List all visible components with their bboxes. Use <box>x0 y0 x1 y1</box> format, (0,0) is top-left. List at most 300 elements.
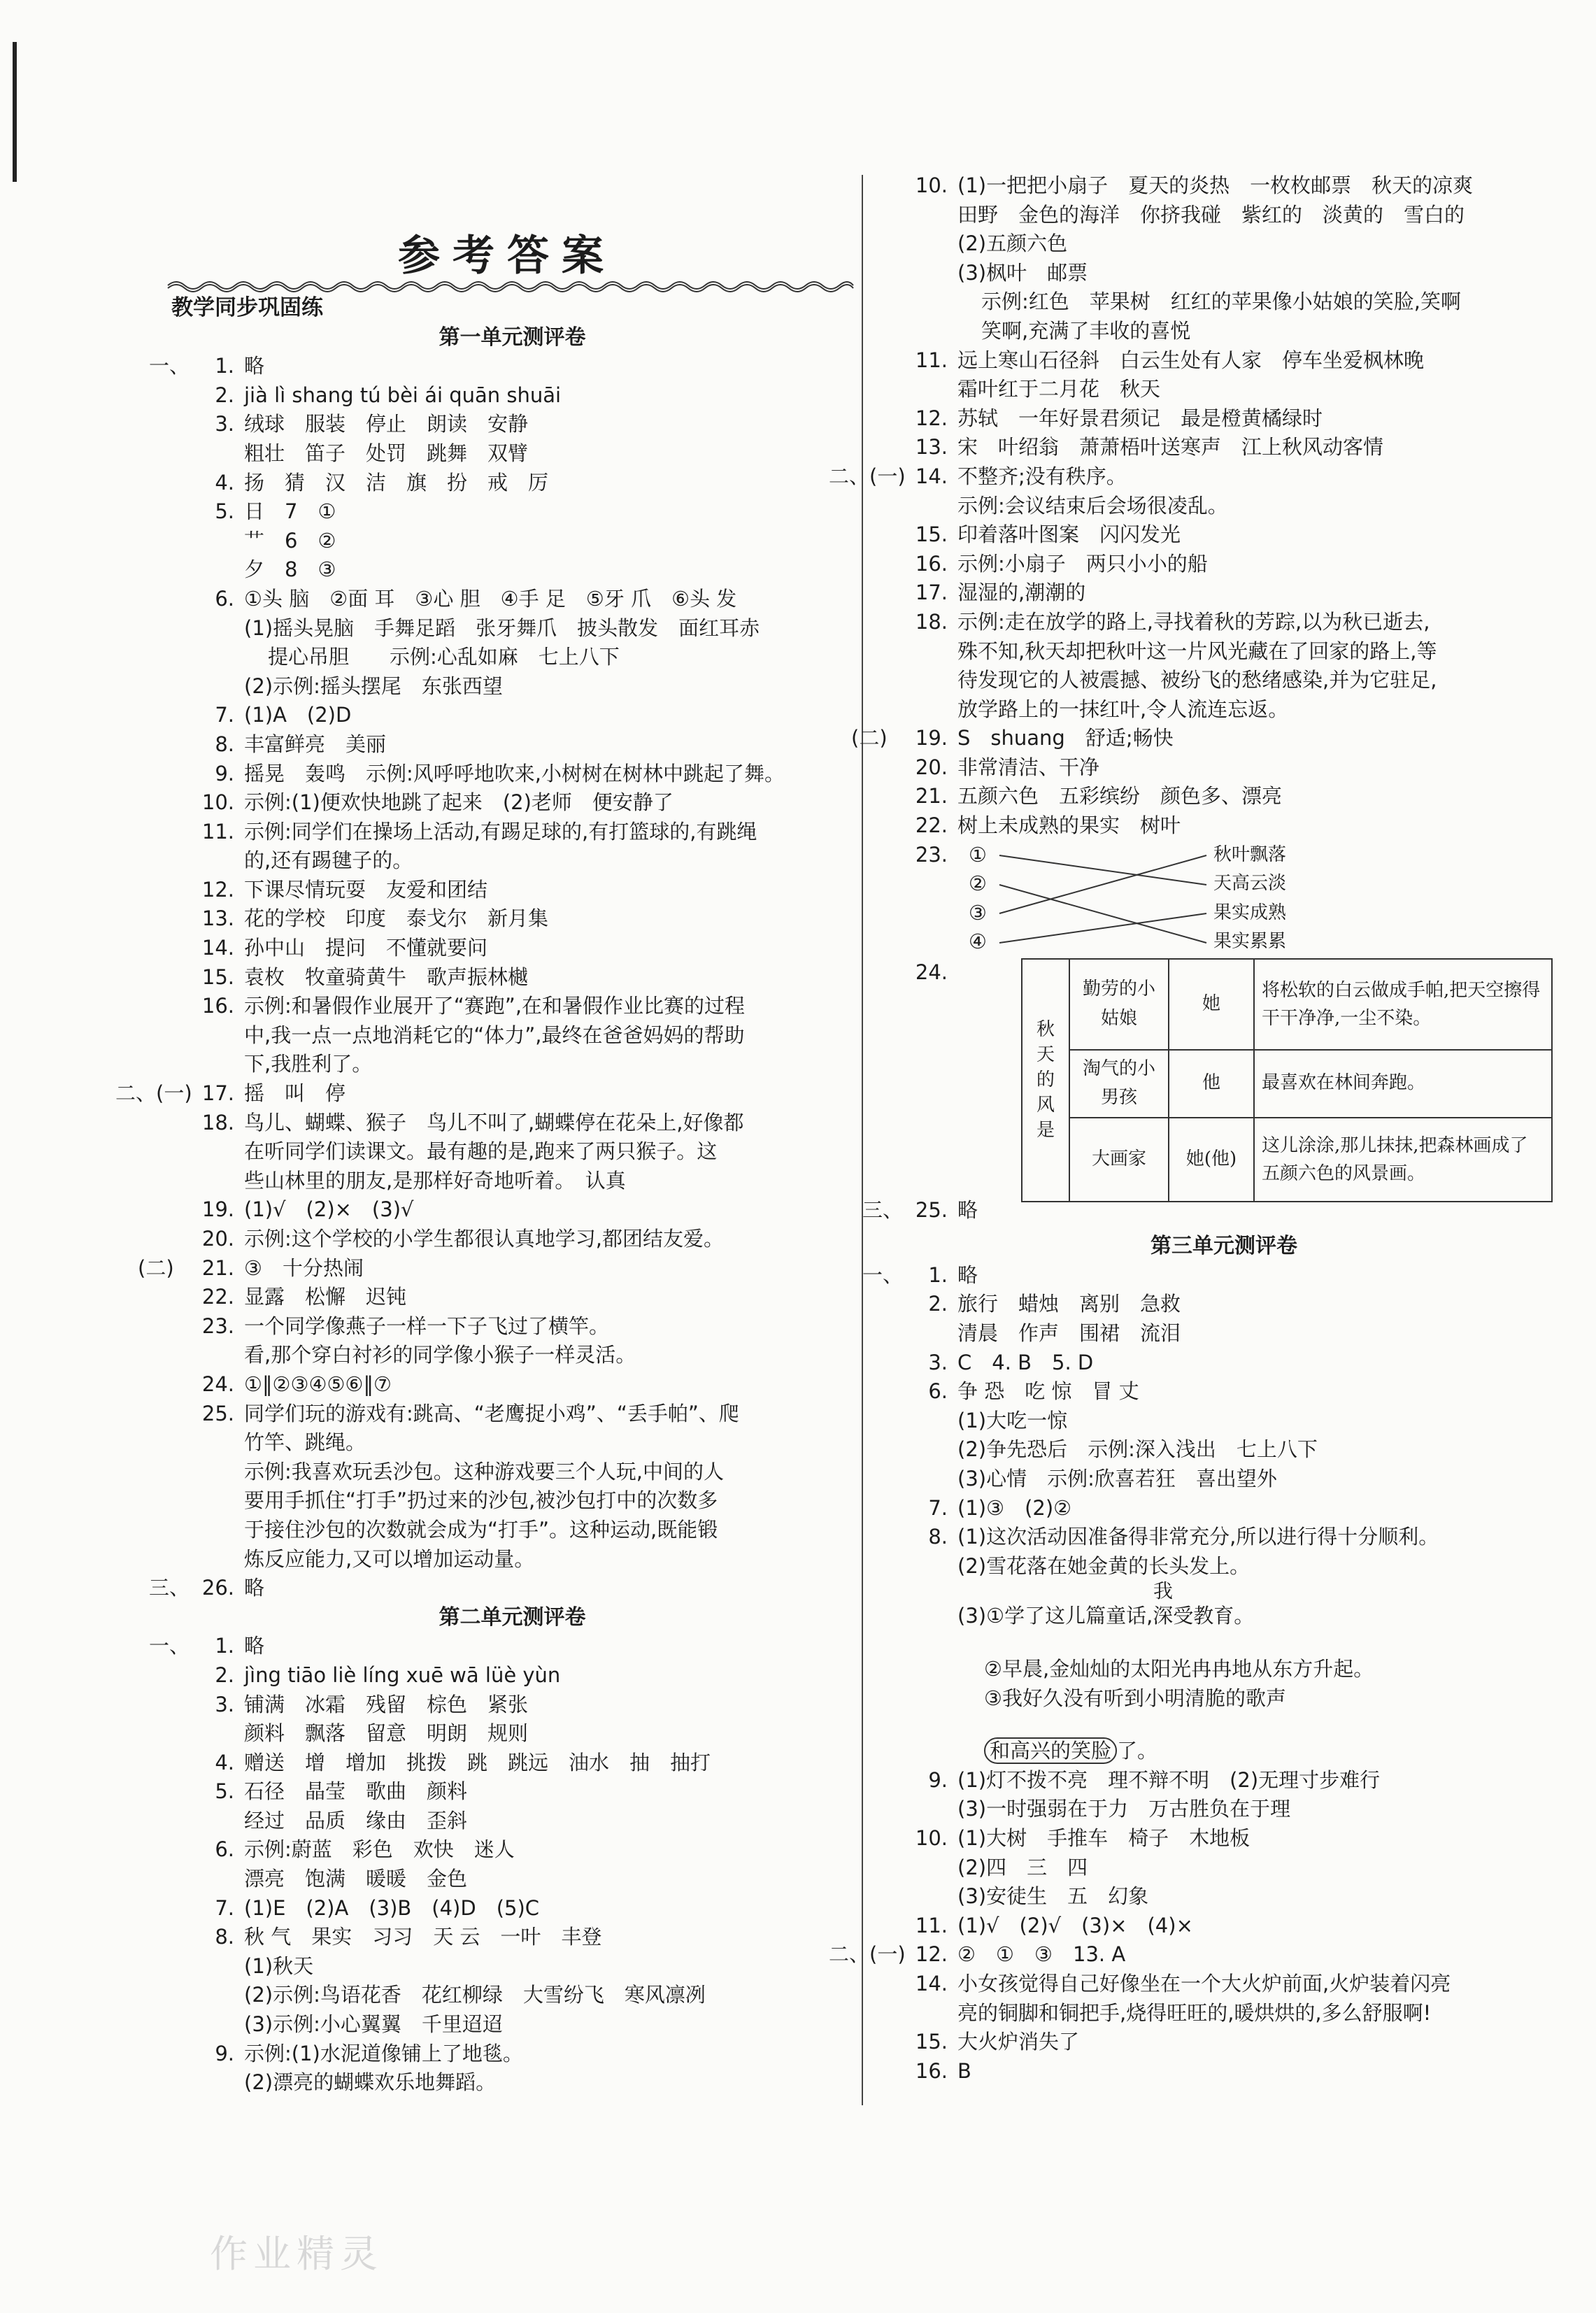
answer-text: 摇晃 轰鸣 示例:风呼呼地吹来,小树树在树林中跳起了舞。 <box>244 761 785 785</box>
match-right-item: 果实累累 <box>1213 931 1287 953</box>
table-row-head: 秋天的风是 <box>1022 959 1069 1202</box>
question-number: 22. <box>201 1285 234 1309</box>
answer-line <box>171 1341 853 1370</box>
unit-title: 第二单元测评卷 <box>439 1604 586 1630</box>
answer-line <box>171 614 853 643</box>
question-number: 10. <box>915 173 948 197</box>
answer-text: (3)安徒生 五 幻象 <box>957 1884 1149 1909</box>
question-number: 6. <box>215 1837 234 1862</box>
question-number: 15. <box>201 965 234 989</box>
answer-line <box>171 1749 853 1778</box>
answer-text: (1)大吃一惊 <box>957 1408 1068 1432</box>
answer-text: 示例:(1)水泥道像铺上了地毯。 <box>244 2041 523 2065</box>
answer-line <box>171 1400 853 1429</box>
answer-line <box>171 1050 853 1079</box>
question-number: 7. <box>215 703 234 727</box>
question-number: 2. <box>928 1292 948 1316</box>
table-cell: 她 <box>1169 959 1254 1050</box>
answer-text: ①‖②③④⑤⑥‖⑦ <box>244 1372 392 1396</box>
question-number: 11. <box>201 819 234 844</box>
match-left-item: ④ <box>969 930 987 954</box>
answer-text: 下,我胜利了。 <box>244 1052 373 1076</box>
question-number: 23. <box>915 842 948 867</box>
section-prefix: 一、 <box>862 1262 904 1287</box>
answer-text: (2)雪花落在她金黄的长头发上。 <box>957 1553 1251 1578</box>
question-number: 14. <box>201 936 234 960</box>
answer-list <box>829 171 1563 841</box>
answer-line <box>885 637 1563 667</box>
question-number: 17. <box>201 1081 234 1106</box>
answer-text: 田野 金色的海洋 你挤我碰 紫红的 淡黄的 雪白的 <box>957 202 1465 227</box>
answer-text: 宋 叶绍翁 萧萧梧叶送寒声 江上秋风动客情 <box>957 435 1384 460</box>
answer-text: 远上寒山石径斜 白云生处有人家 停车坐爱枫林晚 <box>957 348 1425 372</box>
question-number: 8. <box>928 1525 948 1549</box>
answer-line <box>171 672 853 702</box>
answer-text: 石径 晶莹 歌曲 颜料 <box>244 1779 468 1804</box>
answer-text: 示例:走在放学的路上,寻找着秋的芳踪,以为秋已逝去, <box>957 609 1430 634</box>
answer-line <box>885 1377 1563 1407</box>
question-number: 7. <box>928 1495 948 1520</box>
match-left-item: ① <box>969 842 987 867</box>
answer-text: 粗壮 笛子 处罚 跳舞 双臂 <box>244 441 529 465</box>
answer-line <box>885 259 1563 288</box>
answer-line <box>171 1865 853 1894</box>
answer-text: 苏轼 一年好景君须记 最是橙黄橘绿时 <box>957 406 1323 430</box>
answer-text: (3)一时强弱在于力 万古胜负在于理 <box>957 1797 1291 1821</box>
answer-line <box>885 695 1563 725</box>
answer-line: ③我好久没有听到小明清脆的歌声 <box>984 1686 1286 1710</box>
unit-title: 第一单元测评卷 <box>439 325 586 350</box>
section-prefix: 三、 <box>862 1197 904 1222</box>
answer-line <box>885 1999 1563 2028</box>
answer-line <box>862 1261 1563 1290</box>
answer-line <box>885 578 1563 608</box>
question-number: 8. <box>215 732 234 756</box>
title-divider <box>168 278 853 292</box>
answer-line <box>171 1691 853 1720</box>
answer-text: 炼反应能力,又可以增加运动量。 <box>244 1546 535 1571</box>
answer-line <box>885 375 1563 404</box>
answer-text: (2)漂亮的蝴蝶欢乐地舞蹈。 <box>244 2070 497 2095</box>
answer-text: 经过 品质 缘由 歪斜 <box>244 1808 468 1832</box>
answer-text: ③ 十分热闹 <box>244 1255 364 1280</box>
question-number: 6. <box>215 586 234 611</box>
answer-text: 鸟儿、蝴蝶、猴子 鸟儿不叫了,蝴蝶停在花朵上,好像都 <box>244 1110 744 1134</box>
question-number: 15. <box>915 522 948 547</box>
answer-text: 丰富鲜亮 美丽 <box>244 732 387 756</box>
answer-text: 扬 猜 汉 洁 旗 扮 戒 厉 <box>244 470 549 494</box>
answer-text: (1)E (2)A (3)B (4)D (5)C <box>244 1895 540 1920</box>
answer-line <box>885 782 1563 811</box>
answer-list <box>829 1766 1563 2086</box>
answer-line <box>149 352 853 381</box>
answer-text: 同学们玩的游戏有:跳高、“老鹰捉小鸡”、“丢手帕”、爬 <box>244 1401 739 1425</box>
answer-line <box>885 1407 1563 1436</box>
table-cell: 最喜欢在林间奔跑。 <box>1254 1050 1552 1118</box>
answer-line <box>171 1225 853 1254</box>
question-number: 26. <box>201 1576 234 1600</box>
question-number: 14. <box>915 1971 948 1995</box>
answer-line <box>171 527 853 556</box>
question-number: 11. <box>915 348 948 372</box>
answer-line <box>171 788 853 818</box>
question-number: 11. <box>915 1913 948 1937</box>
circled-phrase: 和高兴的笑脸 <box>984 1737 1117 1764</box>
question-number: 21. <box>201 1255 234 1280</box>
answer-line <box>171 643 853 672</box>
answer-text: 在听同学们读课文。最有趣的是,跑来了两只猴子。这 <box>244 1139 718 1164</box>
answer-line <box>885 1319 1563 1348</box>
answer-line <box>171 1486 853 1516</box>
answer-line <box>171 934 853 963</box>
question-number: 15. <box>915 2030 948 2054</box>
question-number: 1. <box>215 354 234 378</box>
answer-text: 略 <box>957 1197 978 1222</box>
section-heading: 教学同步巩固练 <box>171 295 323 320</box>
answer-line <box>171 1835 853 1865</box>
answer-text: (1)这次活动因准备得非常充分,所以进行得十分顺利。 <box>957 1525 1439 1549</box>
page-title: 参考答案 <box>398 232 616 280</box>
answer-line <box>171 439 853 469</box>
question-number: 2. <box>215 383 234 407</box>
answer-text: 略 <box>244 1576 265 1600</box>
answer-line <box>171 1981 853 2010</box>
answer-line <box>885 2057 1563 2086</box>
answer-text: 略 <box>244 1634 265 1658</box>
answer-text: 示例:小扇子 两只小小的船 <box>957 551 1208 576</box>
answer-text: 孙中山 提问 不懂就要问 <box>244 936 488 960</box>
answer-text: ② ① ③ 13. A <box>957 1942 1126 1967</box>
answer-list <box>115 352 853 1603</box>
answer-line <box>171 1661 853 1691</box>
answer-text: 竹竿、跳绳。 <box>244 1430 366 1455</box>
answer-line <box>171 846 853 876</box>
answer-text: 示例:我喜欢玩丢沙包。这种游戏要三个人玩,中间的人 <box>244 1459 724 1483</box>
answer-line <box>171 963 853 992</box>
answer-line <box>885 1970 1563 1999</box>
question-number: 16. <box>915 551 948 576</box>
question-number: 16. <box>915 2058 948 2083</box>
answer-text: 示例:同学们在操场上活动,有踢足球的,有打篮球的,有跳绳 <box>244 819 757 844</box>
question-number: 2. <box>215 1663 234 1687</box>
answer-line <box>171 992 853 1021</box>
match-lines <box>997 841 1213 958</box>
answer-text: (2)示例:鸟语花香 花红柳绿 大雪纷飞 寒风凛冽 <box>244 1983 706 2007</box>
answer-text: 显露 松懈 迟钝 <box>244 1285 407 1309</box>
question-number: 21. <box>915 784 948 809</box>
question-number: 18. <box>201 1110 234 1134</box>
question-number: 5. <box>215 499 234 524</box>
question-number: 13. <box>201 906 234 931</box>
answer-text: 五颜六色 五彩缤纷 颜色多、漂亮 <box>957 784 1283 809</box>
answer-text: 要用手抓住“打手”扔过来的沙包,被沙包打中的次数多 <box>244 1488 718 1513</box>
question-number: 7. <box>215 1895 234 1920</box>
answer-text: 示例:会议结束后会场很凌乱。 <box>957 493 1228 518</box>
question-number: 14. <box>915 464 948 488</box>
match-left-item: ② <box>969 871 987 896</box>
question-number: 3. <box>215 1692 234 1716</box>
answer-line <box>885 1912 1563 1941</box>
answer-line <box>171 2040 853 2069</box>
answer-line <box>885 2028 1563 2057</box>
answer-text: 笑啊,充满了丰收的喜悦 <box>981 318 1191 343</box>
question-number: 24. <box>915 960 948 984</box>
table-cell: 她(他) <box>1169 1118 1254 1202</box>
answer-text: (2)五颜六色 <box>957 232 1068 256</box>
table-cell: 将松软的白云做成手帕,把天空擦得干干净净,一尘不染。 <box>1254 959 1552 1050</box>
answer-text: 的,还有踢毽子的。 <box>244 848 413 873</box>
answer-line <box>171 701 853 730</box>
match-right-item: 天高云淡 <box>1213 873 1287 895</box>
answer-line <box>851 724 1563 753</box>
question-number: 4. <box>215 1750 234 1774</box>
answer-line <box>115 1079 853 1109</box>
section-prefix: (二) <box>138 1255 174 1280</box>
answer-line <box>171 1195 853 1225</box>
left-column <box>115 294 853 2098</box>
match-left-item: ③ <box>969 900 987 925</box>
answer-line <box>171 730 853 760</box>
question-number: 3. <box>928 1350 948 1374</box>
answer-text: (3)示例:小心翼翼 千里迢迢 <box>244 2012 503 2037</box>
answer-line <box>885 287 1563 317</box>
answer-text: 旅行 蜡烛 离别 急救 <box>957 1292 1181 1316</box>
answer-text: 印着落叶图案 闪闪发光 <box>957 522 1181 547</box>
answer-text: 于接住沙包的次数就会成为“打手”。这种运动,既能锻 <box>244 1517 718 1542</box>
question-number: 17. <box>915 581 948 605</box>
answer-line <box>885 666 1563 695</box>
answer-line <box>171 1021 853 1051</box>
answer-text: S shuang 舒适;畅快 <box>957 726 1174 750</box>
answer-text: 示例:(1)便欢快地跳了起来 (2)老师 便安静了 <box>244 790 674 815</box>
answer-line <box>171 876 853 905</box>
answer-text: 绒球 服装 停止 朗读 安静 <box>244 412 529 436</box>
section-prefix: 二、(一) <box>829 1942 906 1967</box>
answer-text: jìng tiāo liè líng xuē wā lüè yùn <box>244 1663 561 1687</box>
question-number: 1. <box>215 1634 234 1658</box>
answer-line <box>885 404 1563 434</box>
answer-line <box>171 410 853 439</box>
answer-text: (1)一把把小扇子 夏天的炎热 一枚枚邮票 秋天的凉爽 <box>957 173 1474 197</box>
answer-line <box>171 1516 853 1545</box>
section-prefix: 二、(一) <box>829 464 906 488</box>
answer-line <box>171 1370 853 1400</box>
answer-text: 艹 6 ② <box>244 528 336 553</box>
answer-text: 小女孩觉得自己好像坐在一个大火炉前面,火炉装着闪亮 <box>957 1971 1451 1995</box>
answer-line <box>171 2068 853 2098</box>
question-number: 25. <box>201 1401 234 1425</box>
answer-line <box>171 1458 853 1487</box>
answer-text: 争 恐 吃 惊 冒 丈 <box>957 1379 1139 1404</box>
answer-text: 待发现它的人被震撼、被纷飞的愁绪感染,并为它驻足, <box>957 668 1437 692</box>
answer-text: 大火炉消失了 <box>957 2030 1080 2054</box>
wind-table <box>1021 958 1553 1202</box>
answer-line <box>171 818 853 847</box>
answer-text: (2)争先恐后 示例:深入浅出 七上八下 <box>957 1437 1318 1462</box>
match-right-item: 秋叶飘落 <box>1213 844 1287 865</box>
answer-line <box>885 1523 1563 1552</box>
answer-line <box>171 1923 853 1952</box>
answer-line <box>171 904 853 934</box>
table-cell: 淘气的小男孩 <box>1069 1050 1169 1118</box>
answer-text: 夕 8 ③ <box>244 557 336 582</box>
question-number: 20. <box>915 755 948 779</box>
table-cell: 这儿涂涂,那儿抹抹,把森林画成了五颜六色的风景画。 <box>1254 1118 1552 1202</box>
answer-text: 赠送 增 增加 挑拨 跳 跳远 油水 抽 抽打 <box>244 1750 711 1774</box>
question-number: 4. <box>215 470 234 494</box>
answer-line <box>885 492 1563 521</box>
answer-text: (2)四 三 四 <box>957 1855 1088 1879</box>
answer-line <box>885 229 1563 259</box>
answer-list <box>149 1632 853 2098</box>
answer-text: 一个同学像燕子一样一下子飞过了横竿。 <box>244 1314 610 1338</box>
answer-line: (3)①学了这儿篇童话,深受教育。 <box>957 1604 1255 1628</box>
section-prefix: 一、 <box>149 1634 190 1658</box>
question-number: 10. <box>915 1826 948 1850</box>
answer-line <box>885 1494 1563 1523</box>
answer-text: (2)示例:摇头摆尾 东张西望 <box>244 674 503 698</box>
answer-text: 树上未成熟的果实 树叶 <box>957 813 1181 838</box>
answer-line <box>171 469 853 498</box>
answer-line <box>829 1940 1563 1970</box>
answer-text: 看,那个穿白衬衫的同学像小猴子一样灵活。 <box>244 1343 636 1367</box>
table-cell: 勤劳的小姑娘 <box>1069 959 1169 1050</box>
answer-text: 亮的铜脚和铜把手,烧得旺旺的,暖烘烘的,多么舒服啊! <box>957 2000 1432 2025</box>
question-number: 8. <box>215 1925 234 1949</box>
answer-text: 示例:和暑假作业展开了“赛跑”,在和暑假作业比赛的过程 <box>244 994 746 1018</box>
answer-text: (1)大树 手推车 椅子 木地板 <box>957 1826 1251 1850</box>
question-number: 3. <box>215 412 234 436</box>
answer-text: 铺满 冰霜 残留 棕色 紧张 <box>244 1692 529 1716</box>
page-edge-mark <box>13 42 17 182</box>
answer-line <box>885 1465 1563 1494</box>
answer-line <box>171 1807 853 1836</box>
answer-text: (1)A (2)D <box>244 703 352 727</box>
answer-line <box>149 1632 853 1661</box>
answer-text: 提心吊胆 示例:心乱如麻 七上八下 <box>268 645 620 669</box>
answer-text: (1)摇头晃脑 手舞足蹈 张牙舞爪 披头散发 面红耳赤 <box>244 615 760 640</box>
question-number: 18. <box>915 609 948 634</box>
answer-text: 漂亮 饱满 暖暖 金色 <box>244 1867 468 1891</box>
match-right-item: 果实成熟 <box>1213 902 1287 923</box>
question-number: 12. <box>915 406 948 430</box>
answer-text: 略 <box>244 354 265 378</box>
answer-line <box>885 346 1563 376</box>
answer-text: 非常清洁、干净 <box>957 755 1100 779</box>
answer-text: (3)心情 示例:欣喜若狂 喜出望外 <box>957 1467 1277 1490</box>
table-question <box>885 958 1563 1196</box>
answer-text: 殊不知,秋天却把秋叶这一片风光藏在了回家的路上,等 <box>957 639 1437 663</box>
answer-line <box>138 1254 853 1283</box>
answer-text: 放学路上的一抹红叶,令人流连忘返。 <box>957 697 1289 721</box>
answer-line <box>171 585 853 614</box>
answer-text: 摇 叫 停 <box>244 1081 346 1106</box>
answer-text: (1)√ (2)√ (3)× (4)× <box>957 1913 1193 1937</box>
answer-line <box>885 433 1563 462</box>
answer-line <box>171 1428 853 1458</box>
answer-line <box>171 1312 853 1341</box>
answer-line <box>171 1894 853 1923</box>
answer-line <box>171 1952 853 1981</box>
answer-line <box>149 1574 853 1603</box>
question-number: 19. <box>915 726 948 750</box>
question-number: 12. <box>201 877 234 902</box>
answer-text: C 4. B 5. D <box>957 1350 1094 1374</box>
answer-text: 示例:红色 苹果树 红红的苹果像小姑娘的笑脸,笑啊 <box>981 290 1461 314</box>
question-number: 9. <box>928 1767 948 1792</box>
question-number: 19. <box>201 1197 234 1222</box>
question-number: 6. <box>928 1379 948 1404</box>
question-number: 24. <box>201 1372 234 1396</box>
answer-text: B <box>957 2058 971 2083</box>
answer-text: (1)③ (2)② <box>957 1495 1072 1520</box>
answer-line <box>885 1882 1563 1912</box>
answer-line <box>885 1435 1563 1465</box>
answer-text: 日 7 ① <box>244 499 336 524</box>
answer-text: 秋 气 果实 习习 天 云 一叶 丰登 <box>244 1925 602 1949</box>
answer-line <box>885 1824 1563 1853</box>
answer-line <box>171 1719 853 1749</box>
answer-text: 不整齐;没有秩序。 <box>957 464 1127 488</box>
section-prefix: (二) <box>851 726 888 750</box>
answer-text: jià lì shang tú bèi ái quān shuāi <box>244 383 562 407</box>
answer-line <box>885 1766 1563 1795</box>
answer-text: 湿湿的,潮潮的 <box>957 581 1086 605</box>
answer-text: 示例:蔚蓝 彩色 欢快 迷人 <box>244 1837 515 1862</box>
question-number: 10. <box>201 790 234 815</box>
section-prefix: 二、(一) <box>115 1081 192 1106</box>
answer-line <box>885 520 1563 550</box>
answer-text: 示例:这个学校的小学生都很认真地学习,都团结友爱。 <box>244 1227 724 1251</box>
question-number: 9. <box>215 2041 234 2065</box>
right-column <box>829 171 1563 2086</box>
table-cell: 他 <box>1169 1050 1254 1118</box>
answer-text: 中,我一点一点地消耗它的“体力”,最终在爸爸妈妈的帮助 <box>244 1023 745 1047</box>
answer-line <box>171 381 853 411</box>
correction-block <box>885 1581 1563 1765</box>
matching-question <box>885 841 1563 958</box>
answer-text: 了。 <box>1117 1739 1158 1763</box>
answer-text: ①头 脑 ②面 耳 ③心 胆 ④手 足 ⑤牙 爪 ⑥头 发 <box>244 586 737 611</box>
answer-text: (1)秋天 <box>244 1953 314 1978</box>
question-number: 20. <box>201 1227 234 1251</box>
answer-line <box>171 1777 853 1807</box>
answer-line <box>829 462 1563 492</box>
answer-text: 霜叶红于二月花 秋天 <box>957 377 1161 401</box>
section-prefix: 三、 <box>149 1576 190 1600</box>
answer-line <box>885 317 1563 346</box>
answer-line <box>885 811 1563 841</box>
answer-line <box>885 201 1563 230</box>
answer-text: (3)枫叶 邮票 <box>957 260 1088 285</box>
answer-text: 下课尽情玩耍 友爱和团结 <box>244 877 488 902</box>
question-number: 13. <box>915 435 948 460</box>
answer-line <box>171 760 853 789</box>
question-number: 12. <box>915 1942 948 1967</box>
watermark: 作业精灵 <box>210 2232 383 2276</box>
table-cell: 大画家 <box>1069 1118 1169 1202</box>
question-number: 9. <box>215 761 234 785</box>
answer-text: (1)√ (2)× (3)√ <box>244 1197 414 1222</box>
answer-line <box>171 1545 853 1574</box>
answer-line <box>171 1109 853 1138</box>
answer-line <box>171 1283 853 1312</box>
unit-title: 第三单元测评卷 <box>1150 1234 1297 1259</box>
answer-line <box>885 171 1563 201</box>
answer-line <box>885 1552 1563 1581</box>
answer-text: 花的学校 印度 泰戈尔 新月集 <box>244 906 549 931</box>
question-number: 5. <box>215 1779 234 1804</box>
